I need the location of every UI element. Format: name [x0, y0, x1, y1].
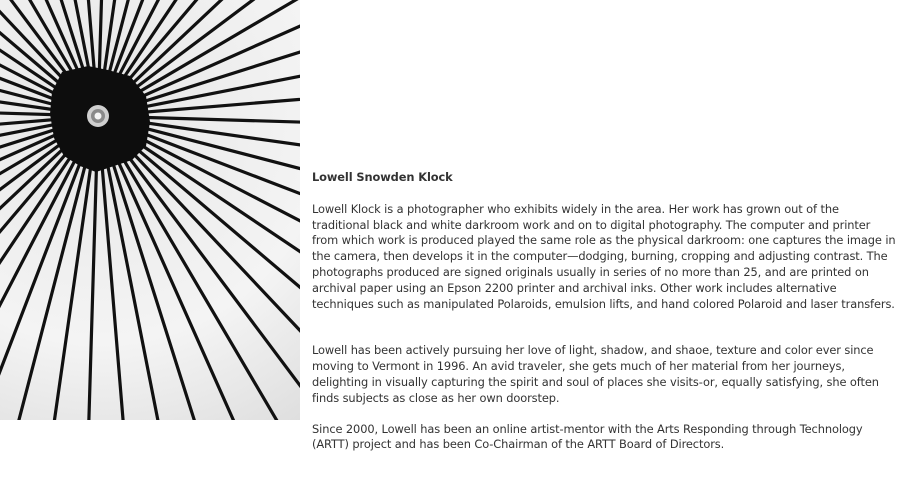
parasol-photo: [0, 0, 300, 420]
bio-paragraph-2: Lowell has been actively pursuing her love of light, shadow, and shaoe, texture and color ever since moving to Vermont in 1996. An avid traveler, she gets much of her material from her journeys, delighting in visually capturing the spirit and soul of places she visits-or, equally satisfying, she often finds subjects as close as her own doorstep.: [312, 343, 879, 405]
hub-highlight: [95, 113, 102, 120]
parasol-underside-image: [0, 0, 300, 420]
bio-paragraph-3: Since 2000, Lowell has been an online artist-mentor with the Arts Responding through Technology (ARTT) project and has been Co-Chairman of the ARTT Board of Directors.: [312, 421, 863, 452]
artist-name: Lowell Snowden Klock: [312, 170, 453, 184]
bio-paragraph-1: Lowell Klock is a photographer who exhibits widely in the area. Her work has grown out of the traditional black and white darkroom work and on to digital photography. The computer and printer from which work is produced played the same role as the physical darkroom: one captures the image in the camera, then develops it in the computer—dodging, burning, cropping and adjusting contrast. The photographs produced are signed originals usually in series of no more than 25, and are printed on archival paper using an Epson 2200 printer and archival inks. Other work includes alternative techniques such as manipulated Polaroids, emulsion lifts, and hand colored Polaroid and laser transfers.: [312, 201, 896, 311]
artist-bio: [312, 170, 896, 453]
paper-canopy: [0, 0, 300, 420]
